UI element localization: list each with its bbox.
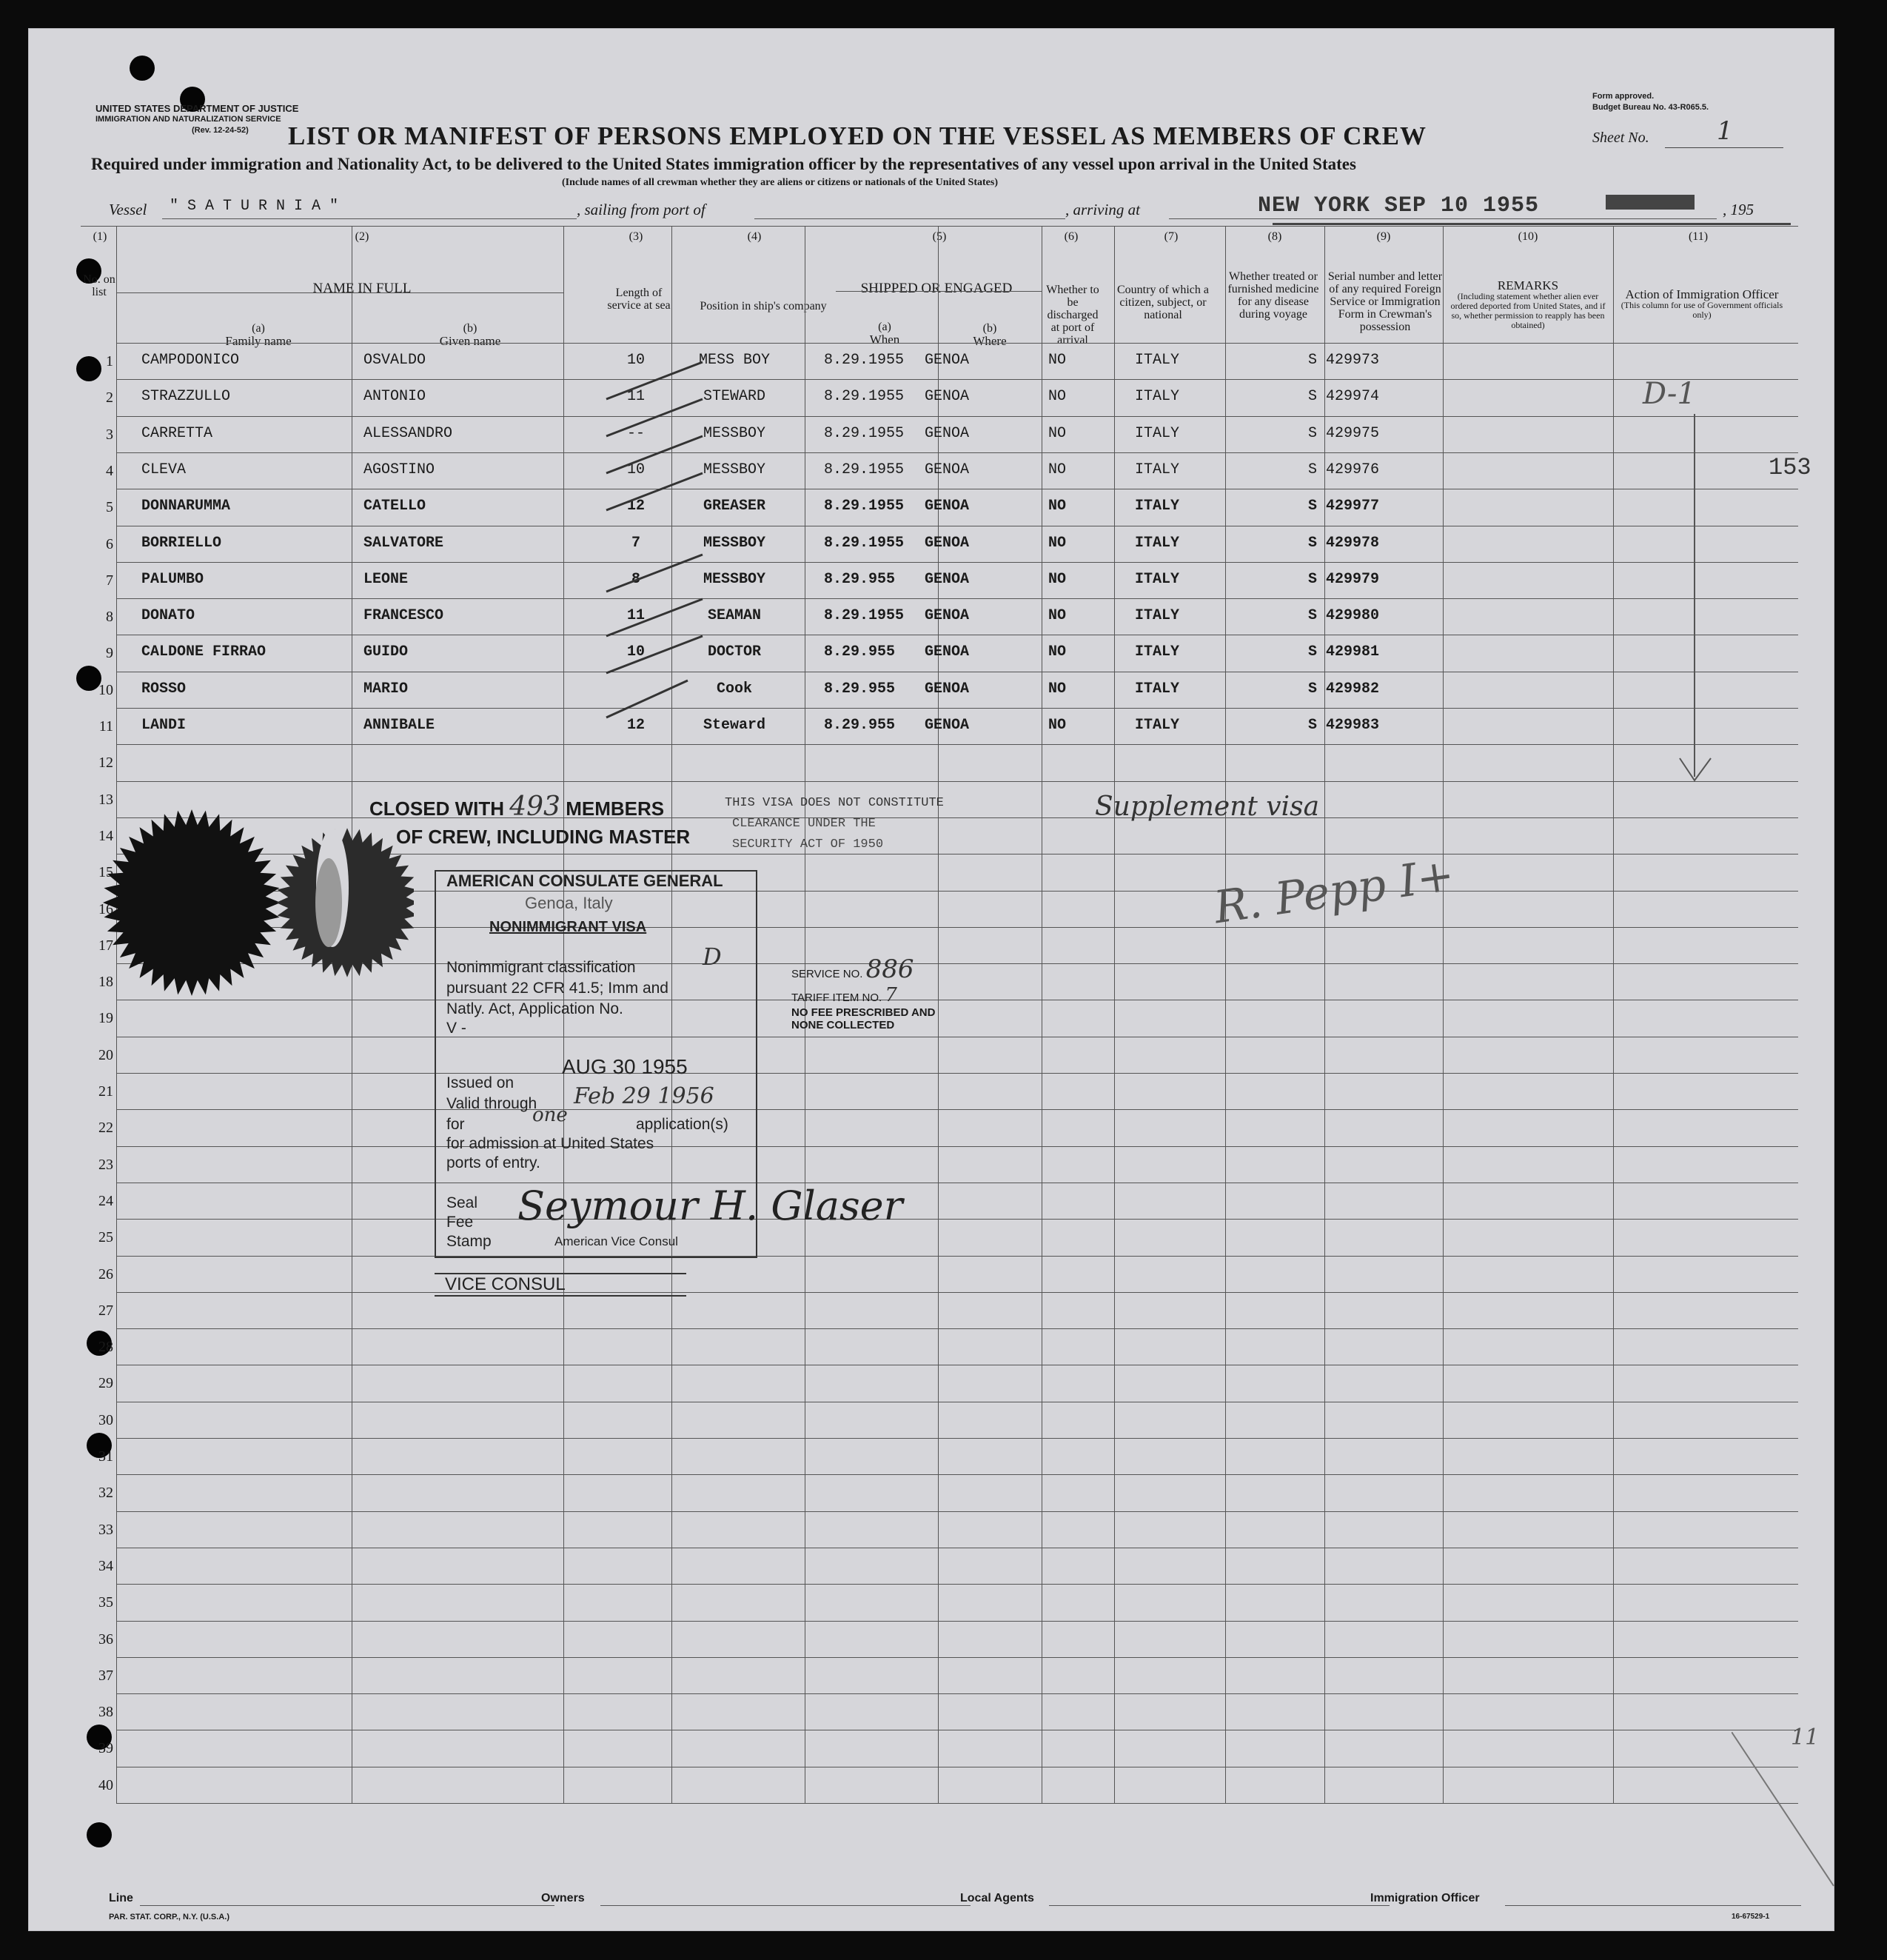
sheet-label: Sheet No. bbox=[1592, 130, 1649, 146]
row-number: 5 bbox=[106, 499, 113, 516]
cell-length: 12 bbox=[626, 717, 645, 734]
row-number: 3 bbox=[106, 426, 113, 443]
visa-class-value: D bbox=[703, 943, 722, 971]
cell-length: 11 bbox=[626, 388, 645, 406]
cell-when: 8.29.1955 bbox=[824, 498, 905, 515]
row-rule bbox=[116, 1657, 1798, 1658]
row-number: 29 bbox=[98, 1375, 113, 1392]
row-number: 34 bbox=[98, 1557, 113, 1574]
col-head-medicine: Whether treated or furnished medicine for any disease during voyage bbox=[1227, 270, 1319, 321]
row-rule bbox=[116, 562, 1798, 563]
row-number: 4 bbox=[106, 462, 113, 479]
row-number: 9 bbox=[106, 645, 113, 662]
row-number: 8 bbox=[106, 609, 113, 626]
row-number: 14 bbox=[98, 827, 113, 844]
col-head-name: NAME IN FULL bbox=[312, 281, 412, 296]
row-rule bbox=[116, 1256, 1798, 1257]
row-number: 18 bbox=[98, 974, 113, 991]
no-fee-2: NONE COLLECTED bbox=[791, 1019, 895, 1031]
cell-length: 10 bbox=[626, 643, 645, 661]
visa-note-2: CLEARANCE UNDER THE bbox=[732, 817, 876, 831]
cell-given: ANTONIO bbox=[363, 388, 426, 406]
cell-given: AGOSTINO bbox=[363, 461, 435, 478]
closed-with-text: CLOSED WITH bbox=[369, 797, 504, 820]
visa-seal: Seal bbox=[446, 1194, 478, 1211]
row-number: 39 bbox=[98, 1740, 113, 1757]
cell-discharged: NO bbox=[1048, 388, 1066, 406]
col-head-no: No. on list bbox=[83, 273, 115, 298]
visa-fee: Fee bbox=[446, 1214, 474, 1231]
col-head-length: Length of service at sea bbox=[607, 287, 671, 312]
visa-valid-label: Valid through bbox=[446, 1095, 537, 1112]
cell-discharged: NO bbox=[1048, 424, 1066, 442]
cell-when: 8.29.955 bbox=[824, 643, 896, 661]
footer-agents-rule bbox=[1049, 1905, 1390, 1906]
row-rule bbox=[116, 708, 1798, 709]
cell-length: 10 bbox=[626, 352, 645, 369]
cell-length: -- bbox=[626, 424, 645, 442]
col-num-8: (8) bbox=[1267, 230, 1282, 243]
closed-count: 493 bbox=[509, 792, 560, 822]
row-number: 32 bbox=[98, 1485, 113, 1502]
cell-position: MESSBOY bbox=[703, 570, 765, 588]
vessel-name: " S A T U R N I A " bbox=[170, 198, 339, 215]
tariff-line bbox=[791, 984, 935, 1006]
cell-given: CATELLO bbox=[363, 498, 426, 515]
column-rule bbox=[1613, 226, 1614, 1803]
cell-country: ITALY bbox=[1134, 643, 1179, 661]
cell-given: SALVATORE bbox=[363, 534, 444, 552]
cell-position: Steward bbox=[703, 717, 765, 734]
cell-position: Cook bbox=[716, 680, 752, 698]
cell-where: GENOA bbox=[925, 643, 970, 661]
row-rule bbox=[116, 781, 1798, 782]
given-label: Given name bbox=[439, 334, 501, 348]
cell-family: CALDONE FIRRAO bbox=[141, 643, 267, 661]
cell-family: LANDI bbox=[141, 717, 187, 734]
cell-length: 8 bbox=[631, 570, 640, 588]
when-letter: (a) bbox=[878, 321, 891, 333]
cell-family: CARRETTA bbox=[141, 424, 213, 442]
footer-printer: PAR. STAT. CORP., N.Y. (U.S.A.) bbox=[109, 1913, 229, 1921]
cell-serial: S 429983 bbox=[1308, 717, 1380, 734]
row-number: 23 bbox=[98, 1156, 113, 1173]
row-number: 21 bbox=[98, 1083, 113, 1100]
year-label: , 195 bbox=[1723, 201, 1754, 218]
cell-position: GREASER bbox=[703, 498, 765, 515]
col-num-7: (7) bbox=[1164, 230, 1179, 243]
visa-pursuant: pursuant 22 CFR 41.5; Imm and bbox=[446, 980, 668, 997]
footer-officer-rule bbox=[1505, 1905, 1801, 1906]
row-rule bbox=[116, 1146, 1798, 1147]
given-letter: (b) bbox=[463, 322, 477, 335]
cell-position: MESSBOY bbox=[703, 424, 765, 442]
cell-position: MESSBOY bbox=[703, 461, 765, 478]
cell-serial: S 429975 bbox=[1308, 424, 1380, 442]
cell-given: GUIDO bbox=[363, 643, 409, 661]
cell-where: GENOA bbox=[925, 498, 970, 515]
cell-family: DONATO bbox=[141, 607, 195, 625]
cell-when: 8.29.1955 bbox=[824, 461, 905, 478]
cell-serial: S 429980 bbox=[1308, 607, 1380, 625]
cell-serial: S 429981 bbox=[1308, 643, 1380, 661]
col-num-10: (10) bbox=[1518, 230, 1538, 243]
arrival-stamp: NEW YORK SEP 10 1955 bbox=[1258, 193, 1540, 218]
cell-where: GENOA bbox=[925, 534, 970, 552]
col-head-country: Country of which a citizen, subject, or national bbox=[1117, 284, 1209, 321]
cell-when: 8.29.1955 bbox=[824, 534, 905, 552]
row-number: 6 bbox=[106, 535, 113, 552]
row-number: 2 bbox=[106, 389, 113, 407]
row-rule bbox=[116, 1803, 1798, 1804]
revision: (Rev. 12-24-52) bbox=[192, 126, 249, 135]
cell-discharged: NO bbox=[1048, 680, 1066, 698]
column-rule bbox=[938, 291, 939, 1803]
agency-line-1: UNITED STATES DEPARTMENT OF JUSTICE bbox=[95, 103, 299, 114]
cell-length: 11 bbox=[626, 607, 645, 625]
cell-when: 8.29.1955 bbox=[824, 352, 905, 369]
row-rule bbox=[116, 1073, 1798, 1074]
cell-where: GENOA bbox=[925, 461, 970, 478]
cell-country: ITALY bbox=[1134, 388, 1179, 406]
agency-line-2: IMMIGRATION AND NATURALIZATION SERVICE bbox=[95, 115, 281, 124]
col-head-serial: Serial number and letter of any required Foreign Service or Immigration Form in Crewman's possession bbox=[1327, 270, 1443, 333]
col-num-5: (5) bbox=[932, 230, 947, 243]
cell-country: ITALY bbox=[1134, 717, 1179, 734]
cell-discharged: NO bbox=[1048, 643, 1066, 661]
name-divider-rule bbox=[116, 292, 563, 293]
row-number: 40 bbox=[98, 1776, 113, 1793]
cell-discharged: NO bbox=[1048, 461, 1066, 478]
col-num-9: (9) bbox=[1376, 230, 1391, 243]
cell-given: OSVALDO bbox=[363, 352, 426, 369]
row-number: 28 bbox=[98, 1339, 113, 1356]
tariff-number: 7 bbox=[885, 984, 897, 1006]
cell-country: ITALY bbox=[1134, 498, 1179, 515]
side-number: 153 bbox=[1769, 454, 1811, 481]
vice-consul-box bbox=[435, 1273, 686, 1297]
row-rule bbox=[116, 379, 1798, 380]
approval-line-2: Budget Bureau No. 43-R065.5. bbox=[1592, 103, 1709, 112]
col-num-1: (1) bbox=[93, 230, 107, 243]
column-rule bbox=[1443, 226, 1444, 1803]
cell-country: ITALY bbox=[1134, 607, 1179, 625]
cell-country: ITALY bbox=[1134, 352, 1179, 369]
row-number: 20 bbox=[98, 1046, 113, 1063]
service-label: SERVICE NO. bbox=[791, 968, 863, 980]
vessel-label: Vessel bbox=[109, 201, 147, 218]
cell-discharged: NO bbox=[1048, 717, 1066, 734]
page-title: LIST OR MANIFEST OF PERSONS EMPLOYED ON THE VESSEL AS MEMBERS OF CREW bbox=[288, 121, 1427, 150]
cell-where: GENOA bbox=[925, 717, 970, 734]
action-label: Action of Immigration Officer bbox=[1625, 287, 1779, 301]
row-rule bbox=[116, 1474, 1798, 1475]
cell-when: 8.29.1955 bbox=[824, 607, 905, 625]
visa-class-label: Nonimmigrant classification bbox=[446, 959, 636, 976]
column-rule bbox=[1225, 226, 1226, 1803]
cell-where: GENOA bbox=[925, 607, 970, 625]
cell-family: DONNARUMMA bbox=[141, 498, 231, 515]
remarks-note: (Including statement whether alien ever ordered deported from United States, and if so, whether permission to reapply has been obtained) bbox=[1450, 291, 1606, 330]
column-rule bbox=[116, 226, 117, 1803]
corner-mark: 11 bbox=[1791, 1725, 1820, 1750]
supplement-note: Supplement visa bbox=[1095, 792, 1320, 822]
col-num-2: (2) bbox=[355, 230, 369, 243]
col-num-4: (4) bbox=[747, 230, 762, 243]
cell-when: 8.29.955 bbox=[824, 717, 896, 734]
footer-line-label: Line bbox=[109, 1892, 133, 1904]
cell-position: SEAMAN bbox=[707, 607, 761, 625]
cell-serial: S 429974 bbox=[1308, 388, 1380, 406]
cell-given: ALESSANDRO bbox=[363, 424, 453, 442]
subtitle: Required under immigration and Nationality Act, to be delivered to the United States immigration officer by the representatives of any vessel upon arrival in the United States bbox=[91, 155, 1356, 173]
col-head-discharged: Whether to be discharged at port of arrival bbox=[1046, 284, 1099, 347]
manifest-sheet bbox=[28, 28, 1834, 1931]
row-rule bbox=[116, 1584, 1798, 1585]
visa-for-value: one bbox=[532, 1104, 568, 1126]
col-head-when bbox=[833, 321, 936, 346]
cell-country: ITALY bbox=[1134, 680, 1179, 698]
row-number: 13 bbox=[98, 791, 113, 808]
cell-given: FRANCESCO bbox=[363, 607, 444, 625]
visa-line-1: AMERICAN CONSULATE GENERAL bbox=[446, 872, 723, 890]
visa-ports: ports of entry. bbox=[446, 1154, 540, 1171]
cell-family: ROSSO bbox=[141, 680, 187, 698]
row-number: 38 bbox=[98, 1704, 113, 1721]
footer-owners-label: Owners bbox=[541, 1892, 585, 1904]
row-number: 7 bbox=[106, 572, 113, 589]
embossed-seal bbox=[103, 792, 414, 1014]
consul-signature: Seymour H. Glaser bbox=[517, 1183, 903, 1229]
cell-where: GENOA bbox=[925, 424, 970, 442]
cell-serial: S 429979 bbox=[1308, 570, 1380, 588]
cell-discharged: NO bbox=[1048, 607, 1066, 625]
no-fee-1: NO FEE PRESCRIBED AND bbox=[791, 1006, 936, 1019]
cell-discharged: NO bbox=[1048, 498, 1066, 515]
cell-given: MARIO bbox=[363, 680, 409, 698]
cell-position: DOCTOR bbox=[707, 643, 761, 661]
row-rule bbox=[116, 343, 1798, 344]
visa-for-label: for bbox=[446, 1116, 465, 1133]
length-strike-marks bbox=[591, 355, 725, 799]
row-number: 30 bbox=[98, 1411, 113, 1428]
row-number: 10 bbox=[98, 681, 113, 698]
visa-line-3: NONIMMIGRANT VISA bbox=[489, 919, 647, 935]
visa-note-3: SECURITY ACT OF 1950 bbox=[732, 837, 884, 852]
visa-stamp-label: Stamp bbox=[446, 1233, 492, 1250]
where-label: Where bbox=[973, 334, 1007, 348]
row-number: 24 bbox=[98, 1192, 113, 1209]
table-top-rule bbox=[81, 226, 1798, 227]
row-rule bbox=[116, 416, 1798, 417]
footer-agents-label: Local Agents bbox=[960, 1892, 1034, 1904]
visa-v: V - bbox=[446, 1020, 466, 1037]
cell-country: ITALY bbox=[1134, 534, 1179, 552]
cell-family: PALUMBO bbox=[141, 570, 204, 588]
action-note: (This column for use of Government officials only) bbox=[1620, 300, 1783, 320]
cell-family: BORRIELLO bbox=[141, 534, 222, 552]
remarks-label: REMARKS bbox=[1497, 278, 1559, 292]
row-number: 19 bbox=[98, 1010, 113, 1027]
cell-serial: S 429977 bbox=[1308, 498, 1380, 515]
sheet-number: 1 bbox=[1717, 116, 1733, 146]
visa-admission: for admission at United States bbox=[446, 1135, 654, 1152]
header-rule bbox=[1273, 223, 1791, 225]
col-head-remarks bbox=[1450, 279, 1606, 330]
cell-length: 10 bbox=[626, 461, 645, 478]
cell-position: MESSBOY bbox=[703, 534, 765, 552]
row-number: 35 bbox=[98, 1594, 113, 1611]
cell-serial: S 429982 bbox=[1308, 680, 1380, 698]
row-rule bbox=[116, 1219, 1798, 1220]
row-rule bbox=[116, 452, 1798, 453]
row-number: 16 bbox=[98, 900, 113, 917]
cell-discharged: NO bbox=[1048, 570, 1066, 588]
cell-discharged: NO bbox=[1048, 534, 1066, 552]
cell-length: 12 bbox=[626, 498, 645, 515]
when-label: When bbox=[869, 332, 900, 347]
col-num-3: (3) bbox=[629, 230, 643, 243]
row-number: 1 bbox=[106, 353, 113, 369]
footer-line-rule bbox=[140, 1905, 554, 1906]
cell-position: MESS BOY bbox=[698, 352, 770, 369]
footer-owners-rule bbox=[600, 1905, 971, 1906]
row-number: 25 bbox=[98, 1229, 113, 1246]
row-rule bbox=[116, 1693, 1798, 1694]
note: (Include names of all crewman whether they are aliens or citizens or nationals of the United States) bbox=[562, 177, 998, 188]
approval-line-1: Form approved. bbox=[1592, 92, 1655, 101]
cell-discharged: NO bbox=[1048, 352, 1066, 369]
sheet-underline bbox=[1665, 147, 1783, 148]
col-head-action bbox=[1620, 288, 1783, 320]
where-letter: (b) bbox=[982, 322, 997, 335]
service-number: 886 bbox=[865, 954, 914, 984]
cell-family: CLEVA bbox=[141, 461, 187, 478]
cell-when: 8.29.955 bbox=[824, 680, 896, 698]
cell-country: ITALY bbox=[1134, 424, 1179, 442]
cell-when: 8.29.955 bbox=[824, 570, 896, 588]
visa-valid-date: Feb 29 1956 bbox=[574, 1083, 714, 1109]
visa-issued-label: Issued on bbox=[446, 1074, 515, 1091]
cell-serial: S 429978 bbox=[1308, 534, 1380, 552]
cell-given: ANNIBALE bbox=[363, 717, 435, 734]
arriving-underline bbox=[1169, 218, 1717, 219]
arriving-label: , arriving at bbox=[1065, 201, 1140, 218]
visa-issued-date: AUG 30 1955 bbox=[562, 1055, 688, 1078]
consul-title: American Vice Consul bbox=[554, 1234, 678, 1248]
col-head-shipped: SHIPPED OR ENGAGED bbox=[860, 281, 1013, 296]
row-number: 22 bbox=[98, 1120, 113, 1137]
visa-note-1: THIS VISA DOES NOT CONSTITUTE bbox=[725, 796, 944, 810]
cell-length: 7 bbox=[631, 534, 640, 552]
punch-hole bbox=[87, 1822, 112, 1847]
row-number: 11 bbox=[98, 718, 113, 735]
footer-form-code: 16-67529-1 bbox=[1732, 1913, 1770, 1921]
cell-where: GENOA bbox=[925, 388, 970, 406]
row-rule bbox=[116, 1328, 1798, 1329]
cell-country: ITALY bbox=[1134, 570, 1179, 588]
family-label: Family name bbox=[225, 334, 292, 348]
cell-given: LEONE bbox=[363, 570, 409, 588]
row-number: 26 bbox=[98, 1265, 113, 1282]
row-number: 33 bbox=[98, 1521, 113, 1538]
vessel-underline bbox=[162, 218, 577, 219]
closed-members: MEMBERS bbox=[566, 797, 665, 820]
tariff-label: TARIFF ITEM NO. bbox=[791, 991, 882, 1004]
row-rule bbox=[116, 598, 1798, 599]
row-rule bbox=[116, 1438, 1798, 1439]
visa-line-2: Genoa, Italy bbox=[525, 894, 613, 912]
action-mark: D-1 bbox=[1643, 377, 1696, 411]
service-line bbox=[791, 954, 935, 984]
cell-where: GENOA bbox=[925, 570, 970, 588]
row-number: 15 bbox=[98, 864, 113, 881]
cell-where: GENOA bbox=[925, 352, 970, 369]
family-letter: (a) bbox=[252, 322, 265, 335]
row-rule bbox=[116, 1109, 1798, 1110]
row-rule bbox=[116, 1292, 1798, 1293]
visa-application: application(s) bbox=[636, 1116, 728, 1133]
row-number: 31 bbox=[98, 1448, 113, 1465]
approval-block bbox=[1592, 91, 1709, 113]
cell-family: CAMPODONICO bbox=[141, 352, 240, 369]
row-number: 37 bbox=[98, 1667, 113, 1684]
row-number: 36 bbox=[98, 1630, 113, 1648]
row-rule bbox=[116, 1621, 1798, 1622]
cell-where: GENOA bbox=[925, 680, 970, 698]
cell-serial: S 429976 bbox=[1308, 461, 1380, 478]
vice-consul-label: VICE CONSUL bbox=[445, 1274, 566, 1294]
visa-natly: Natly. Act, Application No. bbox=[446, 1000, 623, 1017]
closed-with-line-2: OF CREW, INCLUDING MASTER bbox=[396, 826, 691, 848]
sailing-underline bbox=[754, 218, 1065, 219]
row-number: 27 bbox=[98, 1302, 113, 1319]
service-block bbox=[791, 954, 935, 1031]
action-arrow bbox=[1665, 414, 1724, 792]
sailing-label: , sailing from port of bbox=[577, 201, 705, 218]
row-rule bbox=[116, 1511, 1798, 1512]
cell-when: 8.29.1955 bbox=[824, 388, 905, 406]
cell-serial: S 429973 bbox=[1308, 352, 1380, 369]
cell-position: STEWARD bbox=[703, 388, 765, 406]
signature-right: R. Pepp I+ bbox=[1210, 849, 1458, 934]
cell-family: STRAZZULLO bbox=[141, 388, 231, 406]
row-rule bbox=[116, 744, 1798, 745]
col-num-11: (11) bbox=[1688, 230, 1709, 243]
col-head-position: Position in ship's company bbox=[700, 300, 827, 312]
punch-hole bbox=[130, 56, 155, 81]
row-number: 12 bbox=[98, 755, 113, 772]
row-number: 17 bbox=[98, 937, 113, 954]
footer-officer-label: Immigration Officer bbox=[1370, 1892, 1480, 1904]
arrival-stamp-smudge bbox=[1606, 195, 1695, 210]
shipped-divider-rule bbox=[836, 291, 1042, 292]
cell-country: ITALY bbox=[1134, 461, 1179, 478]
corner-diagonal bbox=[1732, 1732, 1835, 1887]
col-num-6: (6) bbox=[1064, 230, 1079, 243]
cell-when: 8.29.1955 bbox=[824, 424, 905, 442]
